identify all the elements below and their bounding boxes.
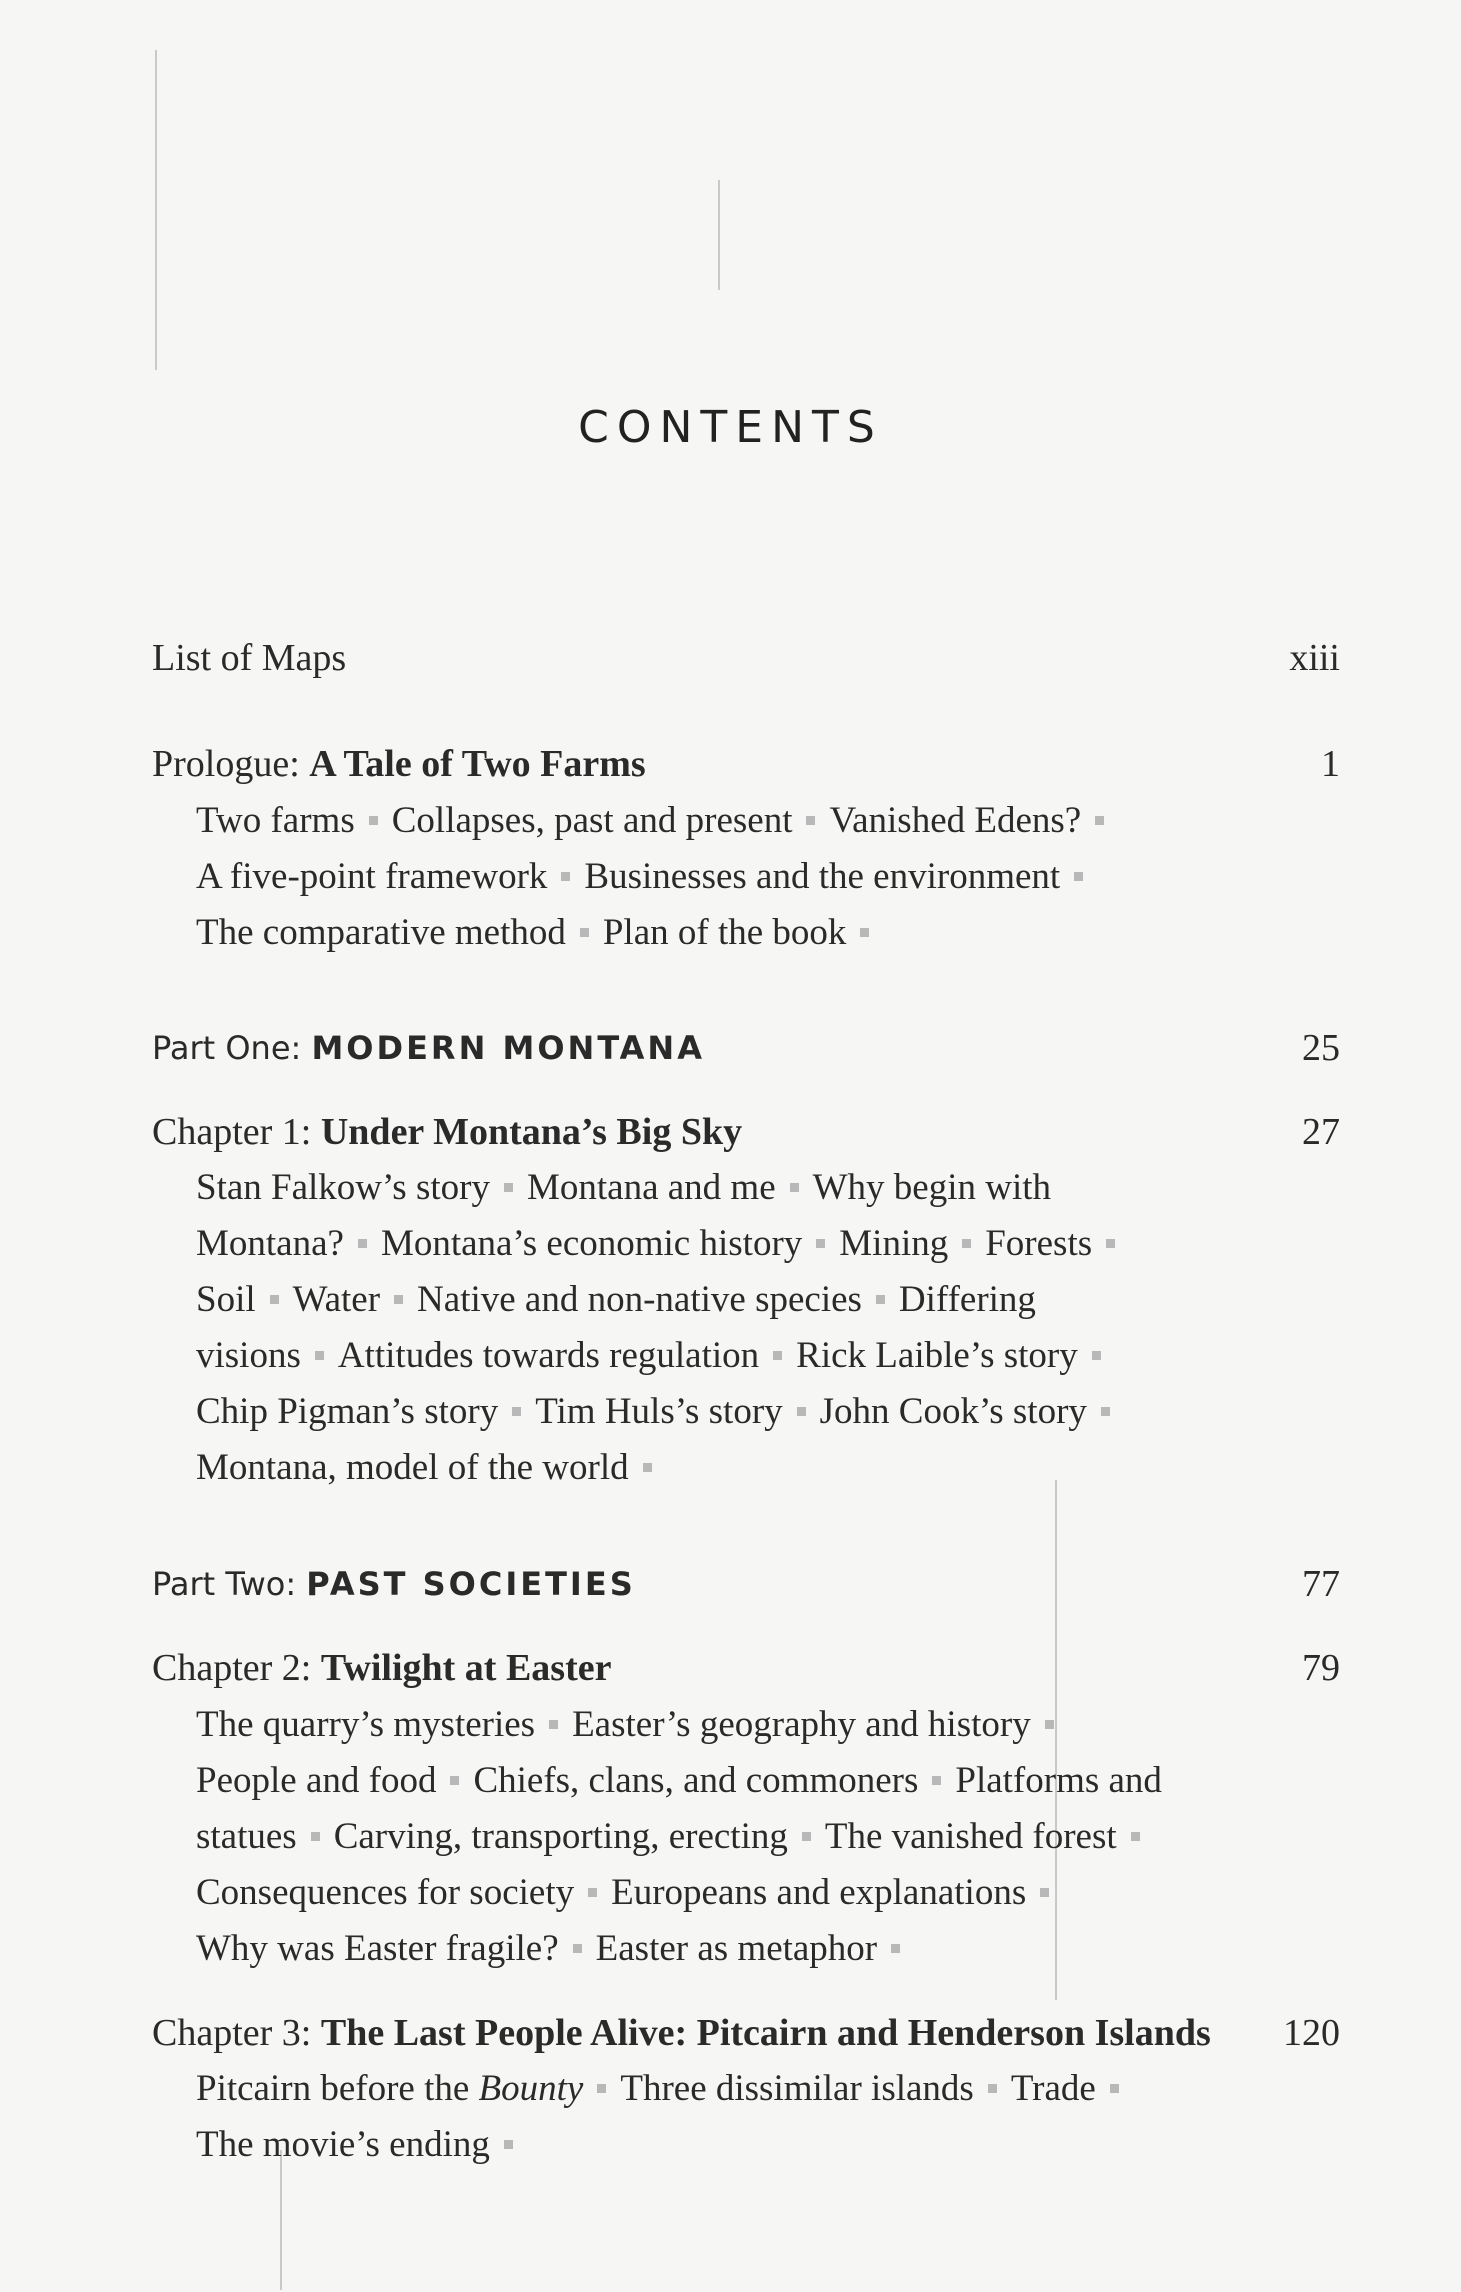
bullet-icon (1045, 1720, 1054, 1729)
entry-page: 79 (1302, 1647, 1340, 1689)
toc-entry-list-of-maps (152, 630, 1340, 686)
topic-line: A five-point framework Businesses and the environment (196, 849, 1336, 905)
bullet-icon (394, 1295, 403, 1304)
bullet-icon (876, 1295, 885, 1304)
bullet-icon (1092, 1351, 1101, 1360)
entry-prefix: Chapter 3: (152, 2012, 321, 2054)
topic-line: Soil Water Native and non-native species Differing (196, 1279, 1036, 1320)
toc-entry-chapter-1 (152, 1104, 1340, 1160)
entry-title: The Last People Alive: Pitcairn and Henderson Islands (320, 2012, 1211, 2054)
bullet-icon (512, 1407, 521, 1416)
toc-entry-prologue (152, 736, 1340, 792)
topic-line: The quarry’s mysteries Easter’s geography and history (196, 1697, 1336, 1753)
bullet-icon (504, 1183, 513, 1192)
toc-entry-chapter-3 (152, 2005, 1340, 2061)
bullet-icon (1095, 816, 1104, 825)
bullet-icon (773, 1351, 782, 1360)
bullet-icon (797, 1407, 806, 1416)
topic-line: Why was Easter fragile? Easter as metaphor (196, 1921, 1336, 1977)
entry-label (152, 1104, 742, 1160)
entry-title: PAST SOCIETIES (306, 1565, 636, 1603)
topic-line: visions Attitudes towards regulation Rick Laible’s story (196, 1328, 1336, 1384)
bullet-icon (369, 816, 378, 825)
bullet-icon (816, 1239, 825, 1248)
page-title: CONTENTS (578, 402, 883, 453)
topic-line: statues Carving, transporting, erecting The vanished forest (196, 1809, 1336, 1865)
chapter-3-topics (196, 2061, 1336, 2173)
entry-title: Under Montana’s Big Sky (320, 1111, 743, 1153)
toc-entry-part-two (152, 1556, 1340, 1612)
entry-page: 25 (1302, 1027, 1340, 1069)
entry-prefix: Prologue: (152, 743, 310, 785)
toc-entry-part-one (152, 1020, 1340, 1076)
topic-line: Stan Falkow’s story Montana and me Why begin with (196, 1167, 1052, 1208)
bullet-icon (549, 1720, 558, 1729)
chapter-2-topics (196, 1697, 1336, 1977)
bullet-icon (588, 1888, 597, 1897)
topic-line: The comparative method Plan of the book (196, 905, 1336, 961)
entry-page: xiii (1289, 637, 1340, 679)
bullet-icon (962, 1239, 971, 1248)
entry-label (152, 1640, 611, 1696)
topic-line: People and food Chiefs, clans, and commoners Platforms and (196, 1760, 1162, 1801)
entry-label (152, 736, 646, 792)
bullet-icon (358, 1239, 367, 1248)
prologue-topics (196, 793, 1336, 961)
entry-label: List of Maps (152, 637, 347, 679)
topic-line: Montana? Montana’s economic history Mining Forests (196, 1216, 1336, 1272)
entry-prefix: Chapter 1: (152, 1111, 321, 1153)
bullet-icon (1131, 1832, 1140, 1841)
bullet-icon (561, 872, 570, 881)
topic-line: The movie’s ending (196, 2117, 1336, 2173)
bullet-icon (1106, 1239, 1115, 1248)
bullet-icon (597, 2084, 606, 2093)
bullet-icon (806, 816, 815, 825)
bullet-icon (580, 928, 589, 937)
bullet-icon (643, 1463, 652, 1472)
entry-prefix: Part Two: (152, 1565, 307, 1603)
entry-title: A Tale of Two Farms (309, 743, 646, 785)
bullet-icon (860, 928, 869, 937)
topic-line: Two farms Collapses, past and present Vanished Edens? (196, 793, 1336, 849)
toc-entry-chapter-2 (152, 1640, 1340, 1696)
chapter-1-topics (196, 1160, 1336, 1496)
bullet-icon (891, 1944, 900, 1953)
topic-line: Consequences for society Europeans and explanations (196, 1865, 1336, 1921)
bullet-icon (1074, 872, 1083, 881)
entry-title: Twilight at Easter (320, 1647, 612, 1689)
entry-page: 77 (1302, 1563, 1340, 1605)
bullet-icon (1101, 1407, 1110, 1416)
bullet-icon (932, 1776, 941, 1785)
bullet-icon (573, 1944, 582, 1953)
entry-prefix: Chapter 2: (152, 1647, 321, 1689)
bullet-icon (315, 1351, 324, 1360)
bullet-icon (790, 1183, 799, 1192)
topic-line: Pitcairn before the Bounty Three dissimilar islands Trade (196, 2061, 1336, 2117)
italic-title: Bounty (478, 2068, 584, 2109)
bullet-icon (450, 1776, 459, 1785)
entry-label (152, 1556, 636, 1612)
bullet-icon (802, 1832, 811, 1841)
bullet-icon (311, 1832, 320, 1841)
scan-mark (718, 180, 720, 290)
entry-label (152, 2005, 1211, 2061)
bullet-icon (504, 2140, 513, 2149)
entry-page: 1 (1321, 743, 1340, 785)
bullet-icon (1040, 1888, 1049, 1897)
scan-mark (155, 50, 157, 370)
entry-page: 120 (1283, 2012, 1340, 2054)
entry-label (152, 1020, 705, 1076)
bullet-icon (988, 2084, 997, 2093)
topic-line: Montana, model of the world (196, 1440, 1336, 1496)
topic-line: Chip Pigman’s story Tim Huls’s story John Cook’s story (196, 1384, 1336, 1440)
bullet-icon (1110, 2084, 1119, 2093)
bullet-icon (270, 1295, 279, 1304)
entry-prefix: Part One: (152, 1029, 312, 1067)
entry-title: MODERN MONTANA (311, 1029, 705, 1067)
entry-page: 27 (1302, 1111, 1340, 1153)
